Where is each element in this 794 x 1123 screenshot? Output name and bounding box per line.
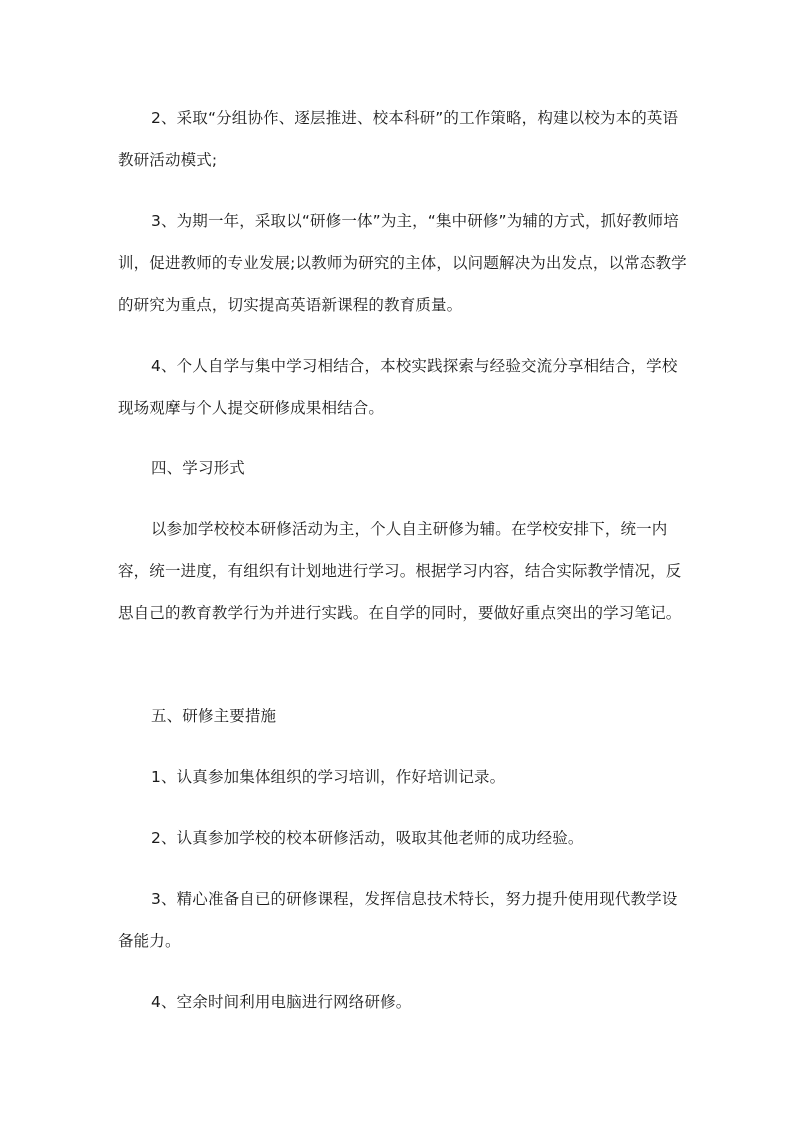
paragraph-training-mode: 3、为期一年，采取以“研修一体”为主，“集中研修”为辅的方式，抓好教师培训，促进教师的专业发展;以教师为研究的主体，以问题解决为出发点，以常态教学的研究为重点，切实提高英语新课程的教育质量。: [118, 212, 687, 314]
section-heading-measures: 五、研修主要措施: [151, 707, 277, 725]
paragraph-study-form: 以参加学校校本研修活动为主，个人自主研修为辅。在学校安排下，统一内容，统一进度，有组织有计划地进行学习。根据学习内容，结合实际教学情况，反思自己的教育教学行为并进行实践。在自学的同时，要做好重点突出的学习笔记。: [118, 520, 682, 622]
measure-item-2: 2、认真参加学校的校本研修活动，吸取其他老师的成功经验。: [151, 829, 584, 847]
section-heading-study-form: 四、学习形式: [151, 459, 245, 477]
paragraph-combination: 4、个人自学与集中学习相结合，本校实践探索与经验交流分享相结合，学校现场观摩与个人提交研修成果相结合。: [118, 357, 678, 417]
measure-item-4: 4、空余时间利用电脑进行网络研修。: [151, 993, 412, 1011]
paragraph-strategy: 2、采取“分组协作、逐层推进、校本科研”的工作策略，构建以校为本的英语教研活动模式;: [118, 109, 679, 169]
measure-item-1: 1、认真参加集体组织的学习培训，作好培训记录。: [151, 768, 506, 786]
measure-item-3: 3、精心准备自已的研修课程，发挥信息技术特长，努力提升使用现代教学设备能力。: [118, 890, 678, 950]
